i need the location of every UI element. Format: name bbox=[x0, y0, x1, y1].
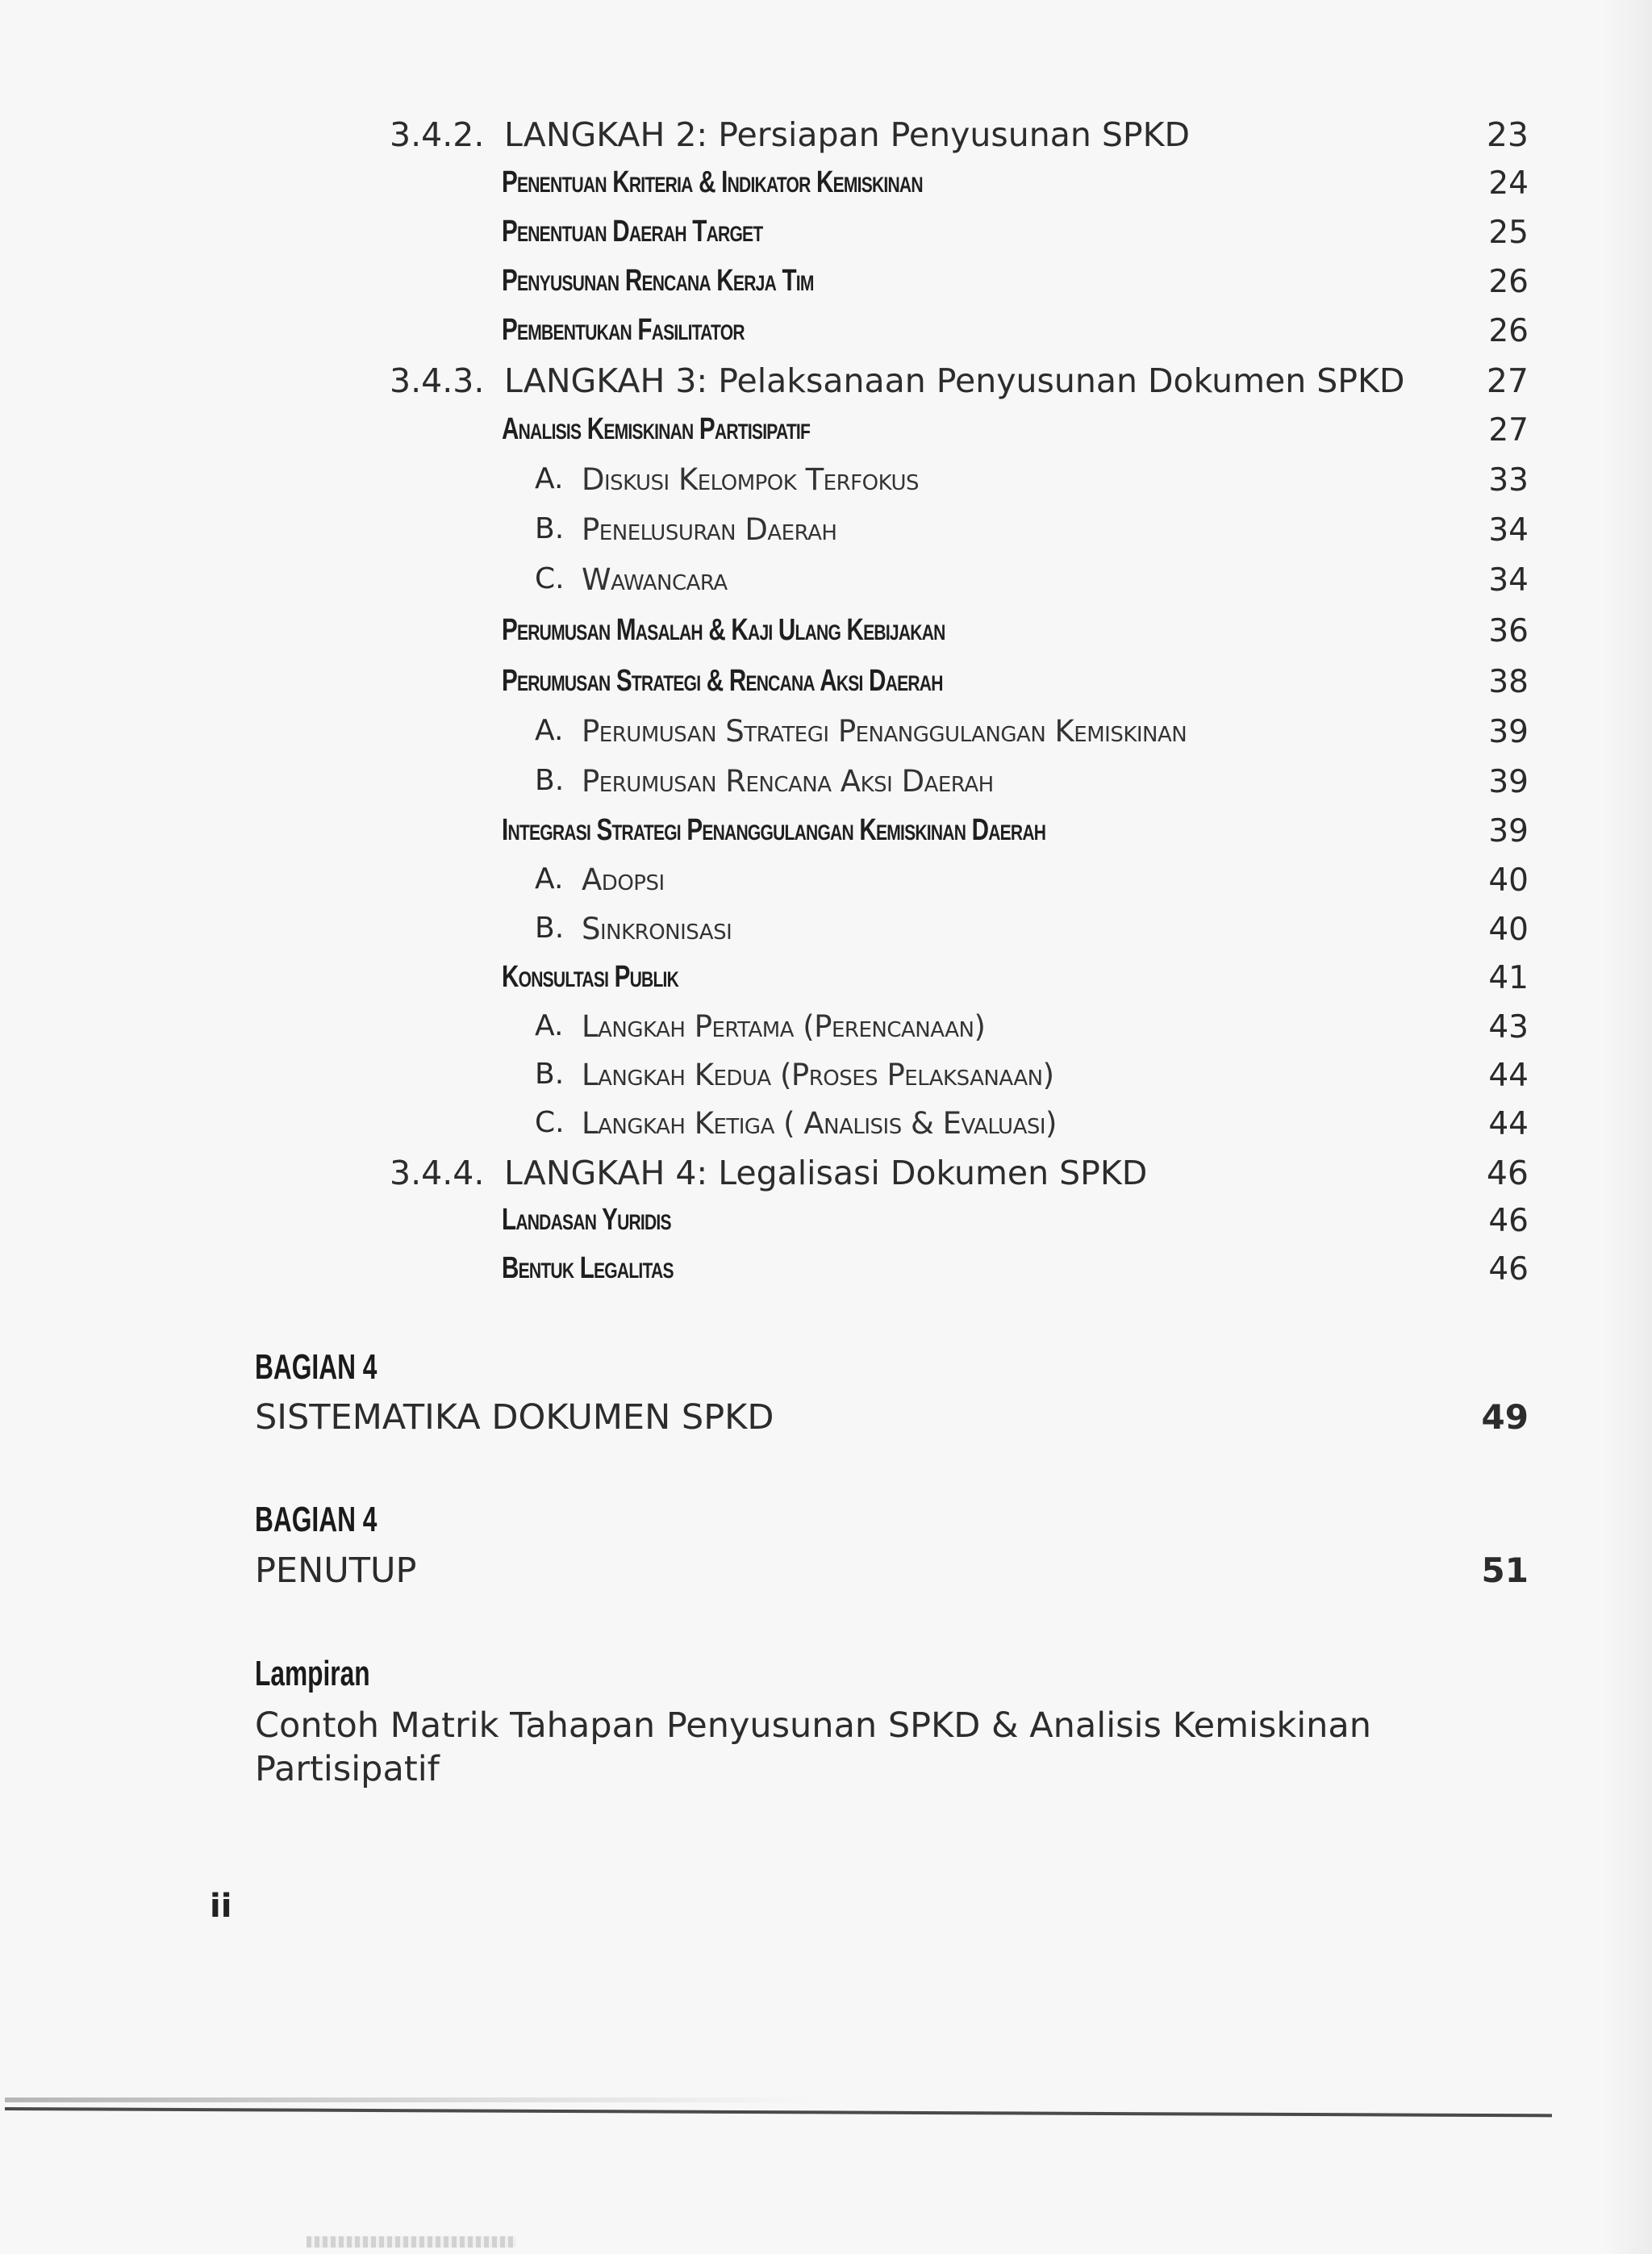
page-bottom-rule bbox=[5, 2107, 1552, 2117]
toc-entry-page: 26 bbox=[1488, 313, 1529, 349]
toc-entry-page: 27 bbox=[1486, 361, 1529, 400]
toc-entry-label: Integrasi Strategi Penanggulangan Kemiskinan Daerah bbox=[502, 813, 1046, 847]
toc-entry-label: Adopsi bbox=[582, 862, 665, 897]
lampiran-heading: Lampiran bbox=[255, 1654, 370, 1693]
section-heading: BAGIAN 4 bbox=[255, 1347, 378, 1387]
toc-entry-page: 34 bbox=[1488, 562, 1529, 599]
toc-entry-page: 24 bbox=[1488, 165, 1529, 202]
toc-entry-page: 41 bbox=[1488, 960, 1529, 996]
toc-entry-page: 46 bbox=[1488, 1251, 1529, 1288]
toc-entry-label: Perumusan Rencana Aksi Daerah bbox=[582, 764, 994, 799]
section-heading: BAGIAN 4 bbox=[255, 1500, 378, 1539]
toc-entry-label: Landasan Yuridis bbox=[502, 1203, 671, 1237]
toc-entry-label: Penelusuran Daerah bbox=[582, 512, 837, 547]
section-page: 51 bbox=[1481, 1551, 1529, 1590]
page-number: ii bbox=[210, 1888, 232, 1925]
toc-entry-page: 38 bbox=[1488, 664, 1529, 700]
toc-entry-label: Perumusan Strategi & Rencana Aksi Daerah bbox=[502, 664, 943, 698]
toc-entry-label: LANGKAH 2: Persiapan Penyusunan SPKD bbox=[504, 115, 1191, 154]
toc-entry-label: Diskusi Kelompok Terfokus bbox=[582, 462, 919, 497]
section-title[interactable]: PENUTUP bbox=[255, 1551, 417, 1591]
toc-entry-letter: B. bbox=[535, 512, 565, 545]
toc-entry-number: 3.4.3. bbox=[390, 361, 485, 400]
toc-entry-label: Langkah Kedua (Proses Pelaksanaan) bbox=[582, 1058, 1054, 1092]
scan-artifact bbox=[307, 2236, 516, 2248]
toc-entry-label: Penyusunan Rencana Kerja Tim bbox=[502, 264, 814, 298]
toc-entry-page: 39 bbox=[1488, 813, 1529, 849]
toc-entry-label: Wawancara bbox=[582, 562, 728, 597]
toc-entry-page: 40 bbox=[1488, 862, 1529, 899]
toc-entry-label: Langkah Pertama (Perencanaan) bbox=[582, 1009, 986, 1044]
toc-entry-page: 43 bbox=[1488, 1009, 1529, 1046]
toc-entry-page: 39 bbox=[1488, 764, 1529, 800]
section-page: 49 bbox=[1481, 1397, 1529, 1437]
section-title[interactable]: SISTEMATIKA DOKUMEN SPKD bbox=[255, 1397, 774, 1438]
toc-entry-letter: A. bbox=[535, 862, 564, 895]
toc-entry-label: Penentuan Kriteria & Indikator Kemiskinan bbox=[502, 165, 923, 199]
toc-entry-page: 36 bbox=[1488, 613, 1529, 649]
toc-entry-page: 26 bbox=[1488, 264, 1529, 300]
toc-entry-page: 33 bbox=[1488, 462, 1529, 499]
toc-entry-page: 44 bbox=[1488, 1106, 1529, 1142]
toc-entry-letter: A. bbox=[535, 1009, 564, 1042]
toc-entry-number: 3.4.4. bbox=[390, 1154, 485, 1192]
toc-entry-letter: A. bbox=[535, 462, 564, 495]
toc-entry-label: Konsultasi Publik bbox=[502, 960, 679, 994]
toc-entry-label: Pembentukan Fasilitator bbox=[502, 313, 745, 347]
toc-entry-page: 27 bbox=[1488, 412, 1529, 449]
toc-entry-letter: B. bbox=[535, 1058, 565, 1091]
lampiran-text[interactable]: Contoh Matrik Tahapan Penyusunan SPKD & Analisis Kemiskinan Partisipatif bbox=[255, 1705, 1372, 1789]
toc-entry-label: LANGKAH 4: Legalisasi Dokumen SPKD bbox=[504, 1154, 1148, 1192]
toc-entry-label: Bentuk Legalitas bbox=[502, 1251, 674, 1285]
toc-entry-letter: C. bbox=[535, 1106, 565, 1139]
toc-entry-letter: A. bbox=[535, 714, 564, 747]
toc-entry-page: 39 bbox=[1488, 714, 1529, 750]
toc-entry-label: Sinkronisasi bbox=[582, 912, 732, 946]
toc-entry-page: 23 bbox=[1486, 115, 1529, 154]
toc-entry-letter: B. bbox=[535, 912, 565, 945]
toc-entry-page: 40 bbox=[1488, 912, 1529, 948]
scan-edge bbox=[1604, 0, 1652, 2254]
toc-entry-page: 46 bbox=[1486, 1154, 1529, 1192]
scan-artifact bbox=[5, 2097, 811, 2102]
toc-entry-page: 44 bbox=[1488, 1058, 1529, 1094]
toc-entry-page: 46 bbox=[1488, 1203, 1529, 1239]
toc-entry-letter: C. bbox=[535, 562, 565, 595]
toc-entry-letter: B. bbox=[535, 764, 565, 797]
toc-entry-label: LANGKAH 3: Pelaksanaan Penyusunan Dokumen SPKD bbox=[504, 361, 1405, 400]
toc-entry-label: Perumusan Masalah & Kaji Ulang Kebijakan bbox=[502, 613, 945, 647]
toc-entry-label: Penentuan Daerah Target bbox=[502, 215, 763, 248]
toc-entry-page: 34 bbox=[1488, 512, 1529, 549]
toc-entry-number: 3.4.2. bbox=[390, 115, 485, 154]
toc-entry-page: 25 bbox=[1488, 215, 1529, 251]
toc-entry-label: Analisis Kemiskinan Partisipatif bbox=[502, 412, 811, 446]
toc-entry-label: Perumusan Strategi Penanggulangan Kemiskinan bbox=[582, 714, 1187, 749]
toc-entry-label: Langkah Ketiga ( Analisis & Evaluasi) bbox=[582, 1106, 1057, 1141]
